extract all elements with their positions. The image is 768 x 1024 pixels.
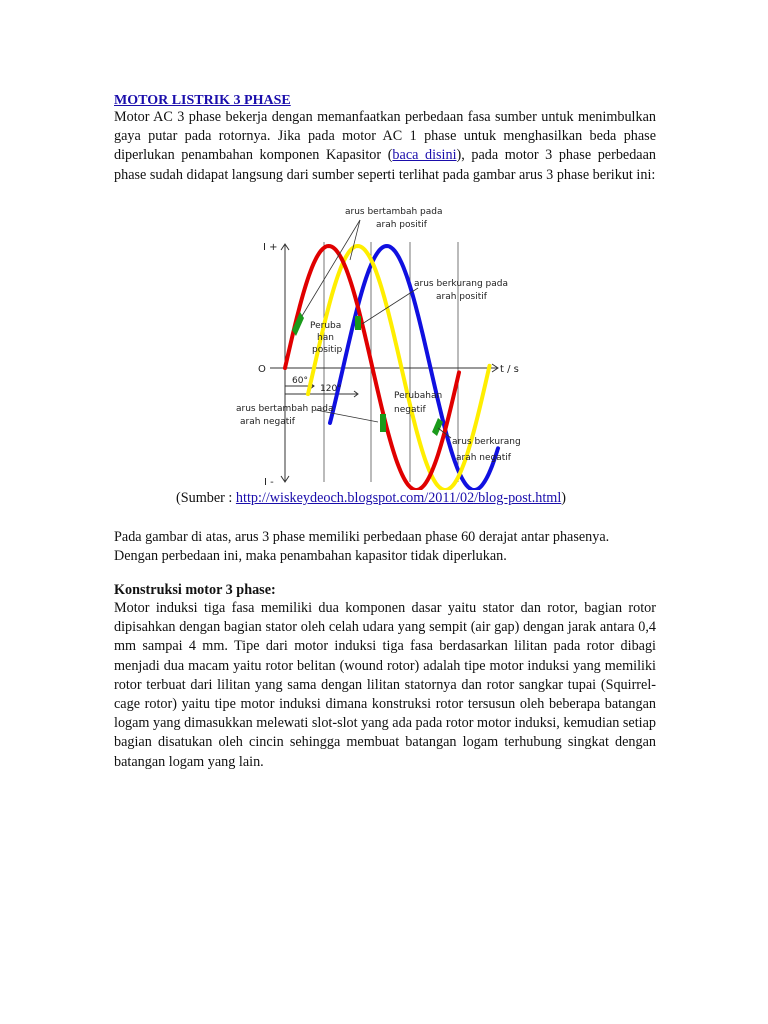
figure-caption xyxy=(176,490,566,507)
intro-text-before: Motor AC 3 phase bekerja dengan memanfaatkan perbedaan fasa sumber untuk menimbulkan gaya putar pada rotornya. Jika pada motor AC 1 phase untuk menghasilkan beda phase diperlukan penambahan komponen Kapasitor ( xyxy=(114,109,656,164)
caption-suffix: ) xyxy=(561,490,567,506)
arus-bertambah-positif-line1: arus bertambah pada xyxy=(345,207,443,217)
i-minus-label: I - xyxy=(264,477,274,488)
arus-berkurang-positif-line1: arus berkurang pada xyxy=(414,279,509,289)
arus-bertambah-positif-line2: arah positif xyxy=(376,220,427,230)
waveform-svg xyxy=(230,200,530,490)
baca-disini-link[interactable]: baca disini xyxy=(392,147,457,164)
phase-difference-paragraph: Pada gambar di atas, arus 3 phase memiliki perbedaan phase 60 derajat antar phasenya. Dengan perbedaan ini, maka penambahan kapasitor tidak diperlukan. xyxy=(114,529,610,565)
time-axis-label: t / s xyxy=(500,364,519,375)
perubahan-negatif-line2: negatif xyxy=(394,405,426,415)
three-phase-waveform-figure xyxy=(230,200,530,490)
arus-berkurang-negatif-line1: arus berkurang xyxy=(452,437,521,447)
page-title-link[interactable]: MOTOR LISTRIK 3 PHASE xyxy=(114,93,291,108)
i-plus-label: I + xyxy=(263,242,278,253)
deg120-label: 120° xyxy=(320,384,342,394)
perubahan-negatif-line1: Perubahan xyxy=(394,391,443,401)
perubahan-positip-line1: Peruba xyxy=(310,321,342,331)
arus-berkurang-positif-line2: arah positif xyxy=(436,292,487,302)
perubahan-positip-line2: han xyxy=(317,333,334,343)
intro-text-after: ), pada motor 3 phase perbedaan phase sudah didapat langsung dari sumber seperti terlihat pada gambar arus 3 phase berikut ini: xyxy=(114,147,656,183)
arus-bertambah-negatif-line1: arus bertambah pada xyxy=(236,404,334,414)
green-arrow-3 xyxy=(380,414,386,432)
deg60-label: 60° xyxy=(292,376,308,386)
intro-paragraph xyxy=(114,108,656,185)
green-arrow-2 xyxy=(355,316,361,330)
green-arrow-4 xyxy=(432,418,443,436)
perubahan-positip-line3: positip xyxy=(312,345,343,355)
source-link[interactable]: http://wiskeydeoch.blogspot.com/2011/02/blog-post.html xyxy=(235,490,562,506)
caption-prefix: (Sumber : xyxy=(176,490,236,506)
arus-berkurang-negatif-line2: arah negatif xyxy=(456,453,511,463)
construction-heading: Konstruksi motor 3 phase: xyxy=(114,582,276,598)
origin-label: O xyxy=(258,364,266,375)
construction-paragraph: Motor induksi tiga fasa memiliki dua komponen dasar yaitu stator dan rotor, bagian rotor dipisahkan dengan bagian stator oleh celah udara yang sempit (air gap) dengan jarak antara 0,4 mm sampai 4 mm. Tipe dari motor induksi tiga fasa berdasarkan lilitan pada rotor dibagi menjadi dua macam yaitu rotor belitan (wound rotor) adalah tipe motor induksi yang memiliki rotor terbuat dari lilitan yang sama dengan lilitan statornya dan rotor sangkar tupai (Squirrel-cage rotor) yaitu tipe motor induksi dimana konstruksi rotor tersusun oleh beberapa batangan logam yang dimasukkan melewati slot-slot yang ada pada rotor motor induksi, kemudian setiap bagian disatukan oleh cincin sehingga membuat batangan logam terhubung singkat dengan batangan logam yang lain. xyxy=(114,600,656,770)
arus-bertambah-negatif-line2: arah negatif xyxy=(240,417,295,427)
